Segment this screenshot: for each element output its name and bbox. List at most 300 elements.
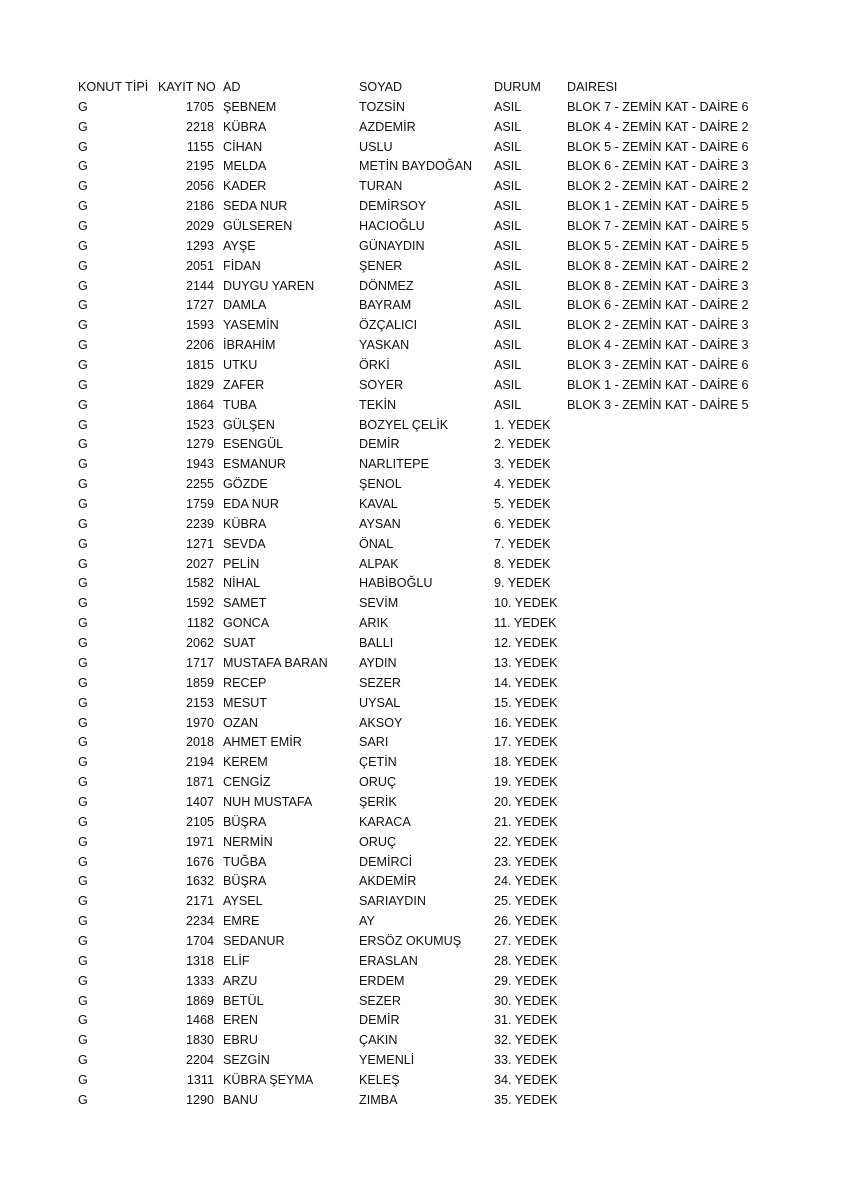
table-row — [0, 257, 767, 277]
konut-tipi-cell: G — [78, 1072, 88, 1087]
ad-cell: EMRE — [223, 914, 260, 929]
ad-cell: KÜBRA — [223, 516, 267, 531]
ad-cell: GÜLŞEN — [223, 417, 275, 432]
durum-cell: 8. YEDEK — [494, 556, 551, 571]
soyad-cell: HABİBOĞLU — [359, 576, 433, 591]
dairesi-cell — [567, 654, 767, 674]
dairesi-cell: BLOK 2 - ZEMİN KAT - DAİRE 2 — [567, 179, 749, 194]
table-row — [0, 396, 767, 416]
header-soyad: SOYAD — [359, 80, 403, 94]
durum-cell: 2. YEDEK — [494, 437, 551, 452]
durum-cell: 3. YEDEK — [494, 457, 551, 472]
durum-cell: 11. YEDEK — [494, 616, 557, 631]
table-row — [0, 356, 767, 376]
table-row — [0, 435, 767, 455]
konut-tipi-cell: G — [78, 655, 88, 670]
durum-cell: 33. YEDEK — [494, 1053, 558, 1068]
kayit-no-cell: 1971 — [185, 834, 214, 849]
table-row — [0, 714, 767, 734]
kayit-no-cell: 2234 — [185, 914, 214, 929]
dairesi-cell — [567, 912, 767, 932]
table-row — [0, 177, 767, 197]
dairesi-cell — [567, 435, 767, 455]
ad-cell: BÜŞRA — [223, 814, 267, 829]
table-row — [0, 574, 767, 594]
soyad-cell: AKDEMİR — [359, 874, 417, 889]
dairesi-cell — [567, 892, 767, 912]
kayit-no-cell: 1271 — [185, 536, 214, 551]
durum-cell: ASIL — [494, 318, 522, 333]
durum-cell: 21. YEDEK — [494, 814, 558, 829]
konut-tipi-cell: G — [78, 179, 88, 194]
kayit-no-cell: 1943 — [185, 457, 214, 472]
konut-tipi-cell: G — [78, 377, 88, 392]
soyad-cell: BOZYEL ÇELİK — [359, 417, 449, 432]
konut-tipi-cell: G — [78, 199, 88, 214]
ad-cell: SAMET — [223, 596, 267, 611]
table-row — [0, 316, 767, 336]
konut-tipi-cell: G — [78, 457, 88, 472]
soyad-cell: ORUÇ — [359, 834, 397, 849]
table-row — [0, 853, 767, 873]
konut-tipi-cell: G — [78, 358, 88, 373]
kayit-no-cell: 2056 — [185, 179, 214, 194]
konut-tipi-cell: G — [78, 715, 88, 730]
kayit-no-cell: 1182 — [186, 616, 214, 631]
dairesi-cell: BLOK 2 - ZEMİN KAT - DAİRE 3 — [567, 318, 749, 333]
soyad-cell: DÖNMEZ — [359, 278, 414, 293]
dairesi-cell — [567, 674, 767, 694]
soyad-cell: DEMİRCİ — [359, 854, 413, 869]
konut-tipi-cell: G — [78, 477, 88, 492]
soyad-cell: BALLI — [359, 636, 394, 651]
durum-cell: ASIL — [494, 179, 522, 194]
durum-cell: ASIL — [494, 99, 522, 114]
kayit-no-cell: 2105 — [185, 814, 214, 829]
table-row — [0, 872, 767, 892]
durum-cell: 7. YEDEK — [494, 536, 551, 551]
table-row — [0, 555, 767, 575]
soyad-cell: ZIMBA — [359, 1092, 398, 1107]
durum-cell: 16. YEDEK — [494, 715, 558, 730]
soyad-cell: DEMİR — [359, 437, 400, 452]
durum-cell: 4. YEDEK — [494, 477, 551, 492]
table-row — [0, 376, 767, 396]
konut-tipi-cell: G — [78, 397, 88, 412]
dairesi-cell: BLOK 5 - ZEMİN KAT - DAİRE 5 — [567, 238, 749, 253]
durum-cell: 32. YEDEK — [494, 1033, 558, 1048]
kayit-no-cell: 2051 — [185, 258, 214, 273]
ad-cell: EREN — [223, 1013, 258, 1028]
soyad-cell: UYSAL — [359, 695, 401, 710]
dairesi-cell: BLOK 8 - ZEMİN KAT - DAİRE 2 — [567, 258, 749, 273]
dairesi-cell — [567, 1031, 767, 1051]
soyad-cell: ÇAKIN — [359, 1033, 398, 1048]
ad-cell: AYSEL — [223, 894, 263, 909]
dairesi-cell: BLOK 1 - ZEMİN KAT - DAİRE 6 — [567, 377, 749, 392]
table-row — [0, 1011, 767, 1031]
table-row — [0, 674, 767, 694]
konut-tipi-cell: G — [78, 516, 88, 531]
dairesi-cell — [567, 813, 767, 833]
dairesi-cell — [567, 733, 767, 753]
header-row — [0, 78, 767, 98]
soyad-cell: AYSAN — [359, 516, 401, 531]
ad-cell: DAMLA — [223, 298, 267, 313]
dairesi-cell: BLOK 8 - ZEMİN KAT - DAİRE 3 — [567, 278, 749, 293]
ad-cell: BÜŞRA — [223, 874, 267, 889]
konut-tipi-cell: G — [78, 755, 88, 770]
durum-cell: ASIL — [494, 338, 522, 353]
dairesi-cell — [567, 952, 767, 972]
durum-cell: 29. YEDEK — [494, 973, 558, 988]
ad-cell: CENGİZ — [223, 775, 271, 790]
kayit-no-cell: 2186 — [185, 199, 214, 214]
ad-cell: MESUT — [223, 695, 268, 710]
kayit-no-cell: 1704 — [185, 933, 214, 948]
konut-tipi-cell: G — [78, 99, 88, 114]
kayit-no-cell: 1727 — [185, 298, 214, 313]
konut-tipi-cell: G — [78, 536, 88, 551]
konut-tipi-cell: G — [78, 576, 88, 591]
table-row — [0, 992, 767, 1012]
soyad-cell: METİN BAYDOĞAN — [359, 159, 473, 174]
dairesi-cell: BLOK 3 - ZEMİN KAT - DAİRE 5 — [567, 397, 749, 412]
durum-cell: ASIL — [494, 199, 522, 214]
ad-cell: SUAT — [223, 636, 256, 651]
kayit-no-cell: 1279 — [185, 437, 214, 452]
table-row — [0, 793, 767, 813]
soyad-cell: ÇETİN — [359, 755, 397, 770]
kayit-no-cell: 1815 — [185, 358, 214, 373]
konut-tipi-cell: G — [78, 298, 88, 313]
soyad-cell: ERASLAN — [359, 953, 418, 968]
durum-cell: ASIL — [494, 377, 522, 392]
soyad-cell: ORUÇ — [359, 775, 397, 790]
soyad-cell: SEZER — [359, 675, 401, 690]
konut-tipi-cell: G — [78, 914, 88, 929]
ad-cell: GÜLSEREN — [223, 219, 293, 234]
ad-cell: AHMET EMİR — [223, 735, 302, 750]
kayit-no-cell: 2206 — [185, 338, 214, 353]
table-row — [0, 634, 767, 654]
table-row — [0, 416, 767, 436]
soyad-cell: KARACA — [359, 814, 411, 829]
kayit-no-cell: 2027 — [185, 556, 214, 571]
kayit-no-cell: 2239 — [185, 516, 214, 531]
ad-cell: ZAFER — [223, 377, 265, 392]
header-durum: DURUM — [494, 80, 541, 94]
soyad-cell: TEKİN — [359, 397, 397, 412]
ad-cell: SEVDA — [223, 536, 266, 551]
durum-cell: 10. YEDEK — [494, 596, 558, 611]
kayit-no-cell: 2171 — [185, 894, 214, 909]
soyad-cell: BAYRAM — [359, 298, 412, 313]
soyad-cell: SEZER — [359, 993, 401, 1008]
dairesi-cell — [567, 872, 767, 892]
ad-cell: ESENGÜL — [223, 437, 284, 452]
konut-tipi-cell: G — [78, 933, 88, 948]
konut-tipi-cell: G — [78, 874, 88, 889]
ad-cell: ELİF — [223, 953, 250, 968]
table-row — [0, 475, 767, 495]
konut-tipi-cell: G — [78, 894, 88, 909]
ad-cell: ARZU — [223, 973, 258, 988]
table-row — [0, 98, 767, 118]
dairesi-cell: BLOK 7 - ZEMİN KAT - DAİRE 6 — [567, 99, 749, 114]
table-row — [0, 495, 767, 515]
durum-cell: 27. YEDEK — [494, 933, 558, 948]
table-row — [0, 515, 767, 535]
durum-cell: 35. YEDEK — [494, 1092, 558, 1107]
ad-cell: CİHAN — [223, 139, 263, 154]
soyad-cell: AKSOY — [359, 715, 403, 730]
ad-cell: SEZGİN — [223, 1053, 270, 1068]
table-row — [0, 1091, 767, 1111]
durum-cell: 1. YEDEK — [494, 417, 551, 432]
durum-cell: ASIL — [494, 397, 522, 412]
ad-cell: TUĞBA — [223, 854, 267, 869]
kayit-no-cell: 1592 — [185, 596, 214, 611]
table-row — [0, 833, 767, 853]
durum-cell: 31. YEDEK — [494, 1013, 558, 1028]
konut-tipi-cell: G — [78, 417, 88, 432]
table-row — [0, 1071, 767, 1091]
soyad-cell: HACIOĞLU — [359, 219, 425, 234]
kayit-no-cell: 1582 — [185, 576, 214, 591]
kayit-no-cell: 2029 — [185, 219, 214, 234]
soyad-cell: ERDEM — [359, 973, 405, 988]
soyad-cell: SEVİM — [359, 596, 399, 611]
ad-cell: BETÜL — [223, 993, 264, 1008]
kayit-no-cell: 2194 — [185, 755, 214, 770]
dairesi-cell — [567, 1051, 767, 1071]
durum-cell: ASIL — [494, 278, 522, 293]
kayit-no-cell: 2153 — [185, 695, 214, 710]
ad-cell: KÜBRA ŞEYMA — [223, 1072, 314, 1087]
table-row — [0, 654, 767, 674]
durum-cell: ASIL — [494, 258, 522, 273]
dairesi-cell — [567, 634, 767, 654]
kayit-no-cell: 1333 — [185, 973, 214, 988]
ad-cell: EBRU — [223, 1033, 258, 1048]
dairesi-cell — [567, 515, 767, 535]
konut-tipi-cell: G — [78, 497, 88, 512]
table-row — [0, 296, 767, 316]
durum-cell: ASIL — [494, 219, 522, 234]
ad-cell: SEDANUR — [223, 933, 285, 948]
konut-tipi-cell: G — [78, 1092, 88, 1107]
table-row — [0, 455, 767, 475]
dairesi-cell: BLOK 1 - ZEMİN KAT - DAİRE 5 — [567, 199, 749, 214]
ad-cell: KÜBRA — [223, 119, 267, 134]
table-row — [0, 277, 767, 297]
durum-cell: 5. YEDEK — [494, 497, 551, 512]
soyad-cell: TOZSİN — [359, 99, 405, 114]
dairesi-cell — [567, 594, 767, 614]
ad-cell: ŞEBNEM — [223, 99, 277, 114]
ad-cell: DUYGU YAREN — [223, 278, 315, 293]
konut-tipi-cell: G — [78, 993, 88, 1008]
table-row — [0, 753, 767, 773]
kayit-no-cell: 2204 — [185, 1053, 214, 1068]
table-row — [0, 594, 767, 614]
kayit-no-cell: 2195 — [185, 159, 214, 174]
ad-cell: AYŞE — [223, 238, 256, 253]
soyad-cell: ALPAK — [359, 556, 399, 571]
ad-cell: OZAN — [223, 715, 258, 730]
kayit-no-cell: 1859 — [185, 675, 214, 690]
table-row — [0, 217, 767, 237]
ad-cell: TUBA — [223, 397, 257, 412]
kayit-no-cell: 1155 — [186, 139, 214, 154]
table-row — [0, 972, 767, 992]
document-page — [0, 78, 849, 1111]
durum-cell: 9. YEDEK — [494, 576, 551, 591]
kayit-no-cell: 2255 — [185, 477, 214, 492]
konut-tipi-cell: G — [78, 278, 88, 293]
durum-cell: 12. YEDEK — [494, 636, 558, 651]
soyad-cell: ERSÖZ OKUMUŞ — [359, 933, 462, 948]
durum-cell: 15. YEDEK — [494, 695, 558, 710]
table-row — [0, 733, 767, 753]
ad-cell: YASEMİN — [223, 318, 279, 333]
dairesi-cell — [567, 614, 767, 634]
ad-cell: İBRAHİM — [223, 338, 276, 353]
header-kayit-no: KAYIT NO — [158, 80, 216, 94]
durum-cell: 6. YEDEK — [494, 516, 551, 531]
konut-tipi-cell: G — [78, 794, 88, 809]
table-row — [0, 773, 767, 793]
dairesi-cell — [567, 833, 767, 853]
soyad-cell: ÖRKİ — [359, 358, 390, 373]
dairesi-cell: BLOK 6 - ZEMİN KAT - DAİRE 3 — [567, 159, 749, 174]
konut-tipi-cell: G — [78, 596, 88, 611]
dairesi-cell: BLOK 6 - ZEMİN KAT - DAİRE 2 — [567, 298, 749, 313]
kayit-no-cell: 1829 — [185, 377, 214, 392]
durum-cell: 19. YEDEK — [494, 775, 558, 790]
dairesi-cell — [567, 574, 767, 594]
table-row — [0, 535, 767, 555]
konut-tipi-cell: G — [78, 834, 88, 849]
soyad-cell: TURAN — [359, 179, 403, 194]
dairesi-cell — [567, 992, 767, 1012]
table-row — [0, 694, 767, 714]
dairesi-cell — [567, 1091, 767, 1111]
kayit-no-cell: 1632 — [185, 874, 214, 889]
konut-tipi-cell: G — [78, 219, 88, 234]
durum-cell: ASIL — [494, 298, 522, 313]
kayit-no-cell: 2144 — [185, 278, 214, 293]
dairesi-cell: BLOK 7 - ZEMİN KAT - DAİRE 5 — [567, 219, 749, 234]
soyad-cell: NARLITEPE — [359, 457, 429, 472]
kayit-no-cell: 1864 — [185, 397, 214, 412]
ad-cell: MELDA — [223, 159, 267, 174]
konut-tipi-cell: G — [78, 238, 88, 253]
durum-cell: ASIL — [494, 238, 522, 253]
konut-tipi-cell: G — [78, 338, 88, 353]
durum-cell: 18. YEDEK — [494, 755, 558, 770]
soyad-cell: YASKAN — [359, 338, 410, 353]
table-row — [0, 813, 767, 833]
dairesi-cell — [567, 1011, 767, 1031]
soyad-cell: ŞERİK — [359, 794, 397, 809]
durum-cell: 30. YEDEK — [494, 993, 558, 1008]
durum-cell: 24. YEDEK — [494, 874, 558, 889]
konut-tipi-cell: G — [78, 159, 88, 174]
dairesi-cell: BLOK 4 - ZEMİN KAT - DAİRE 3 — [567, 338, 749, 353]
dairesi-cell — [567, 535, 767, 555]
konut-tipi-cell: G — [78, 973, 88, 988]
konut-tipi-cell: G — [78, 735, 88, 750]
konut-tipi-cell: G — [78, 953, 88, 968]
kayit-no-cell: 1468 — [185, 1013, 214, 1028]
dairesi-cell — [567, 932, 767, 952]
kayit-no-cell: 2062 — [185, 636, 214, 651]
ad-cell: ESMANUR — [223, 457, 286, 472]
durum-cell: 23. YEDEK — [494, 854, 558, 869]
soyad-cell: AYDIN — [359, 655, 397, 670]
soyad-cell: DEMİRSOY — [359, 199, 427, 214]
ad-cell: EDA NUR — [223, 497, 279, 512]
dairesi-cell — [567, 555, 767, 575]
dairesi-cell — [567, 455, 767, 475]
ad-cell: PELİN — [223, 556, 260, 571]
durum-cell: ASIL — [494, 159, 522, 174]
table-row — [0, 614, 767, 634]
table-row — [0, 1051, 767, 1071]
ad-cell: MUSTAFA BARAN — [223, 655, 328, 670]
table-row — [0, 1031, 767, 1051]
kayit-no-cell: 1717 — [185, 655, 214, 670]
dairesi-cell: BLOK 4 - ZEMİN KAT - DAİRE 2 — [567, 119, 749, 134]
durum-cell: 17. YEDEK — [494, 735, 558, 750]
ad-cell: BANU — [223, 1092, 258, 1107]
dairesi-cell — [567, 416, 767, 436]
durum-cell: ASIL — [494, 358, 522, 373]
dairesi-cell — [567, 972, 767, 992]
konut-tipi-cell: G — [78, 318, 88, 333]
ad-cell: NUH MUSTAFA — [223, 794, 313, 809]
kayit-no-cell: 1830 — [185, 1033, 214, 1048]
konut-tipi-cell: G — [78, 814, 88, 829]
ad-cell: SEDA NUR — [223, 199, 288, 214]
ad-cell: NERMİN — [223, 834, 273, 849]
soyad-cell: ARIK — [359, 616, 389, 631]
soyad-cell: ŞENER — [359, 258, 403, 273]
dairesi-cell — [567, 793, 767, 813]
kayit-no-cell: 1318 — [185, 953, 214, 968]
ad-cell: UTKU — [223, 358, 258, 373]
konut-tipi-cell: G — [78, 258, 88, 273]
table-row — [0, 336, 767, 356]
soyad-cell: GÜNAYDIN — [359, 238, 425, 253]
ad-cell: NİHAL — [223, 576, 261, 591]
konut-tipi-cell: G — [78, 854, 88, 869]
table-row — [0, 892, 767, 912]
ad-cell: KADER — [223, 179, 267, 194]
soyad-cell: SOYER — [359, 377, 404, 392]
konut-tipi-cell: G — [78, 1053, 88, 1068]
dairesi-cell — [567, 714, 767, 734]
soyad-cell: SARIAYDIN — [359, 894, 426, 909]
konut-tipi-cell: G — [78, 1033, 88, 1048]
durum-cell: 25. YEDEK — [494, 894, 558, 909]
dairesi-cell — [567, 853, 767, 873]
ad-cell: KEREM — [223, 755, 268, 770]
durum-cell: 34. YEDEK — [494, 1072, 558, 1087]
kayit-no-cell: 1759 — [185, 497, 214, 512]
